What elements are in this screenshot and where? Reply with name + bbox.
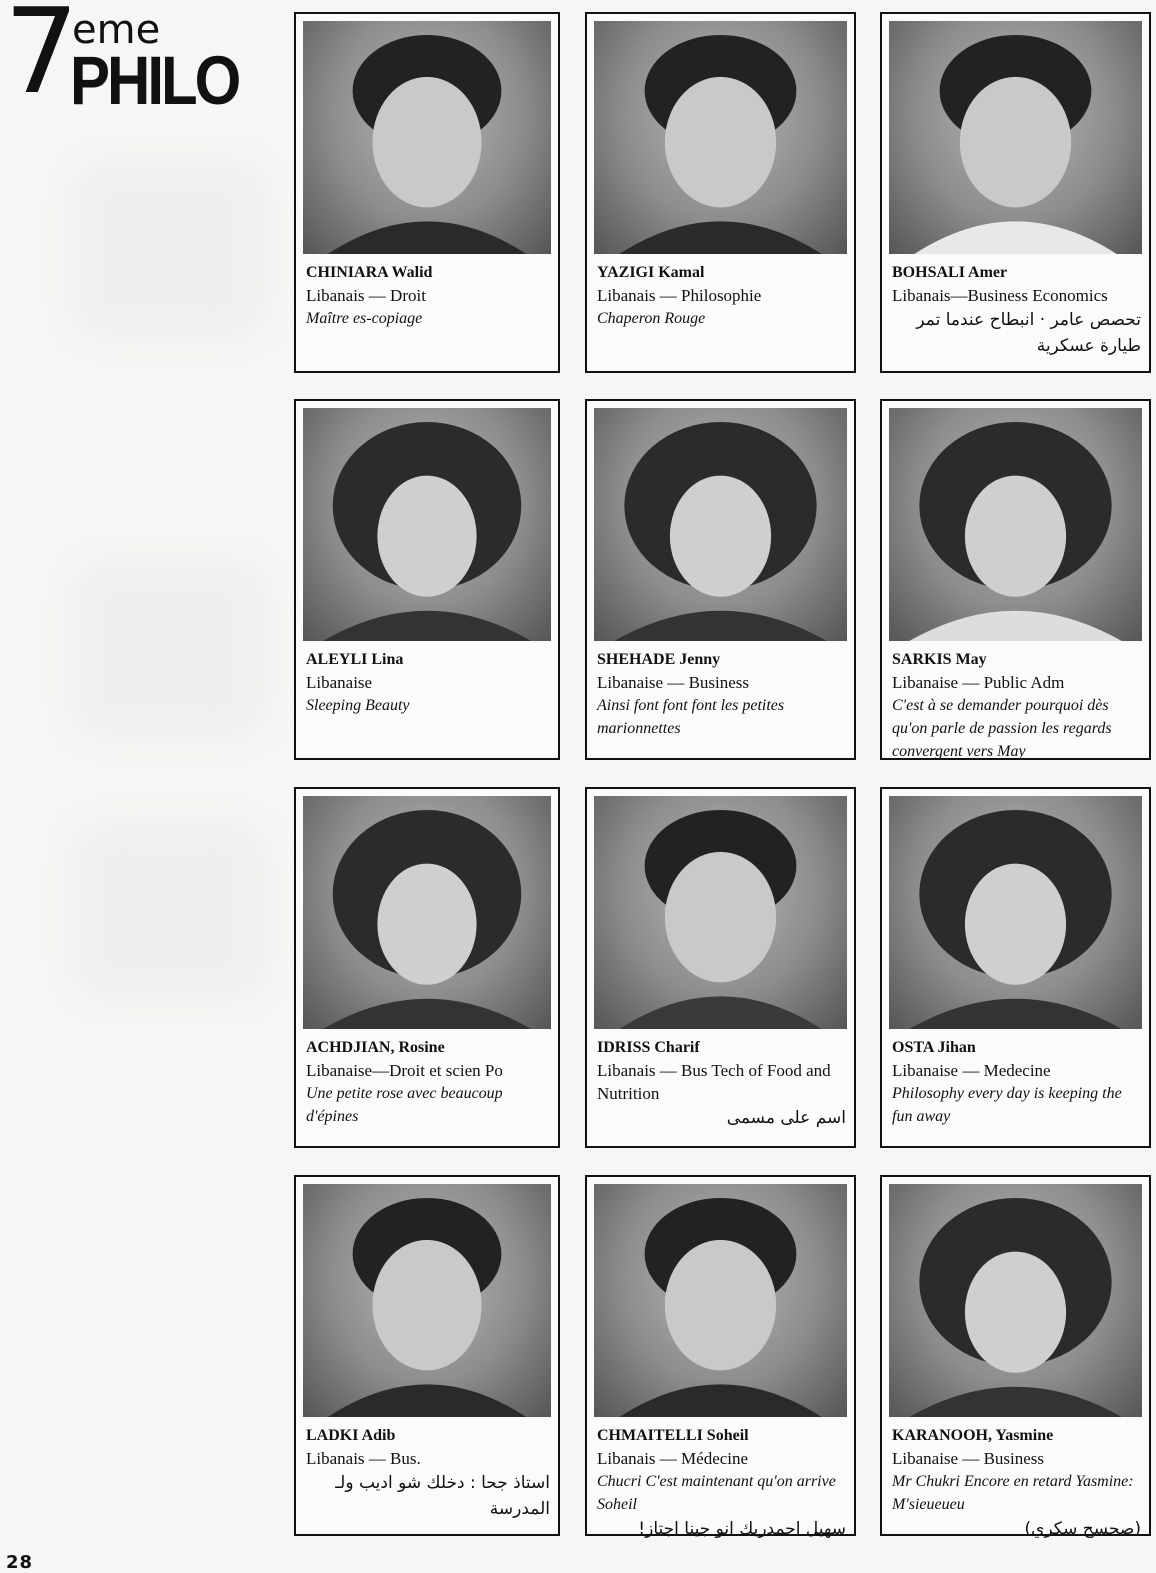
student-card	[585, 399, 856, 760]
student-arabic: اسم على مسمى	[726, 1108, 846, 1128]
student-name: KARANOOH, Yasmine	[892, 1427, 1054, 1444]
student-motto: Chucri C'est maintenant qu'on arrive Soheil	[597, 1473, 836, 1513]
student-info: Libanaise — Business	[892, 1449, 1045, 1468]
student-name: CHINIARA Walid	[306, 264, 433, 281]
student-card	[880, 399, 1151, 760]
student-arabic: (صحسح سكري)	[1024, 1519, 1141, 1539]
student-arabic: سهيل احمدربك انو جينا اجتاز!	[638, 1519, 846, 1539]
student-photo	[889, 796, 1142, 1029]
student-motto: Ainsi font font font les petites marionnettes	[597, 697, 785, 737]
class-number: 7	[4, 0, 76, 120]
student-motto: Sleeping Beauty	[306, 697, 410, 714]
student-photo	[889, 408, 1142, 641]
student-photo	[594, 408, 847, 641]
student-name: LADKI Adib	[306, 1427, 396, 1444]
student-motto: C'est à se demander pourquoi dès qu'on parle de passion les regards convergent vers May	[892, 697, 1112, 760]
student-name: IDRISS Charif	[597, 1039, 700, 1056]
student-photo	[889, 1184, 1142, 1417]
bleed-through	[70, 160, 270, 340]
student-card	[880, 12, 1151, 373]
student-info: Libanaise — Public Adm	[892, 673, 1065, 692]
class-title: PHILO	[70, 41, 239, 119]
student-info: Libanaise — Business	[597, 673, 750, 692]
student-card	[294, 1175, 560, 1536]
student-photo	[303, 1184, 551, 1417]
student-info: Libanais — Bus.	[306, 1449, 421, 1468]
student-arabic: تحصص عامر · انبطاح عندما تمر طيارة عسكرية	[916, 310, 1141, 356]
student-photo	[303, 408, 551, 641]
student-name: OSTA Jihan	[892, 1039, 976, 1056]
student-info: Libanaise—Droit et scien Po	[306, 1061, 503, 1080]
class-superscript: eme	[72, 7, 161, 53]
student-motto: Maître es-copiage	[306, 310, 423, 327]
student-name: SARKIS May	[892, 651, 987, 668]
student-card	[585, 787, 856, 1148]
page-number: 28	[6, 1552, 34, 1573]
student-photo	[594, 796, 847, 1029]
student-name: SHEHADE Jenny	[597, 651, 721, 668]
student-photo	[594, 1184, 847, 1417]
student-photo	[303, 796, 551, 1029]
student-card	[294, 399, 560, 760]
student-card	[294, 787, 560, 1148]
student-info: Libanais — Bus Tech of Food and Nutrition	[597, 1061, 831, 1103]
student-motto: Une petite rose avec beaucoup d'épines	[306, 1085, 503, 1125]
student-photo	[303, 21, 551, 254]
student-motto: Chaperon Rouge	[597, 310, 706, 327]
student-arabic: استاذ جحا : دخلك شو اديب ولـ المدرسة	[335, 1473, 550, 1519]
student-info: Libanaise	[306, 673, 373, 692]
student-name: CHMAITELLI Soheil	[597, 1427, 749, 1444]
student-info: Libanais — Droit	[306, 286, 426, 305]
bleed-through	[70, 820, 270, 1000]
student-info: Libanais — Philosophie	[597, 286, 762, 305]
student-card	[585, 1175, 856, 1539]
student-name: BOHSALI Amer	[892, 264, 1008, 281]
student-card	[294, 12, 560, 373]
student-card	[880, 1175, 1151, 1539]
student-name: ACHDJIAN, Rosine	[306, 1039, 445, 1056]
student-photo	[594, 21, 847, 254]
student-card	[880, 787, 1151, 1148]
student-motto: Philosophy every day is keeping the fun away	[892, 1085, 1122, 1125]
bleed-through	[70, 560, 270, 740]
student-name: ALEYLI Lina	[306, 651, 404, 668]
class-heading	[4, 0, 244, 120]
student-info: Libanais—Business Economics	[892, 286, 1108, 305]
student-info: Libanaise — Medecine	[892, 1061, 1051, 1080]
student-name: YAZIGI Kamal	[597, 264, 705, 281]
student-card	[585, 12, 856, 373]
student-photo	[889, 21, 1142, 254]
student-motto: Mr Chukri Encore en retard Yasmine: M'sieueueu	[892, 1473, 1134, 1513]
student-info: Libanais — Médecine	[597, 1449, 749, 1468]
